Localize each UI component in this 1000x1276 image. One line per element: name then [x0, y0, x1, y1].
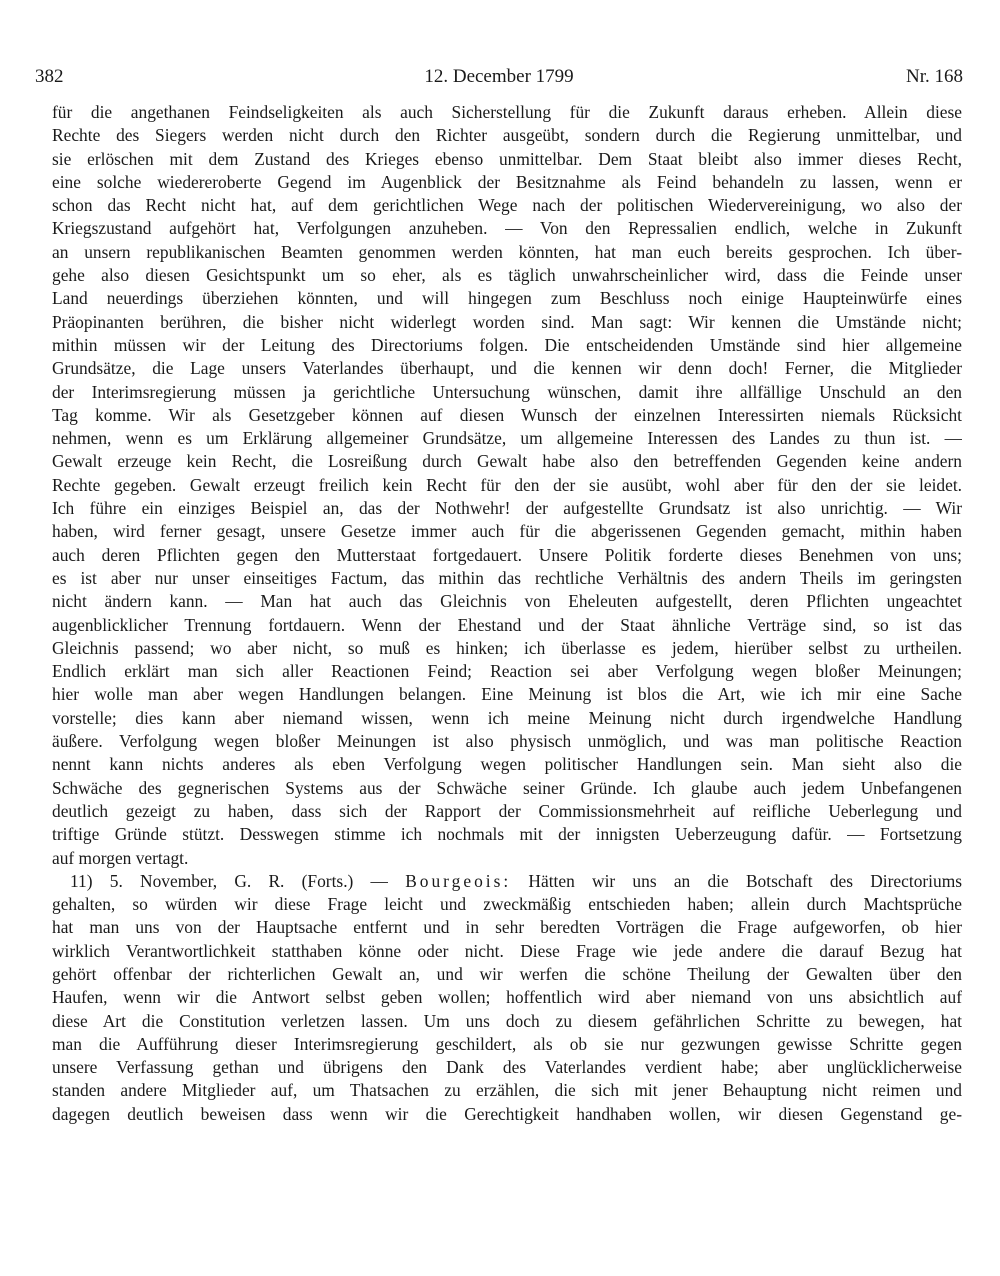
text-fragment: Hätten wir uns an die Botschaft des Directoriums [511, 870, 962, 891]
text-line: äußere. Verfolgung wegen bloßer Meinungen ist also physisch unmöglich, und was man politische Reaction [52, 731, 962, 752]
text-line: triftige Gründe stützt. Desswegen stimme ich nochmals mit der innigsten Ueberzeugung dafür. — Fortsetzung [52, 824, 962, 845]
body-text [52, 101, 962, 1126]
text-line: wirklich Verantwortlichkeit statthaben könne oder nicht. Diese Frage wie jede andere die darauf Bezug hat [52, 940, 962, 961]
text-line: schon das Recht nicht hat, auf dem gerichtlichen Wege nach der politischen Wiedervereinigung, wo also der [52, 195, 962, 216]
text-line: Gewalt erzeuge kein Recht, die Losreißung durch Gewalt habe also den betreffenden Gegenden keine andern [52, 451, 962, 472]
text-line: Rechte gegeben. Gewalt erzeugt freilich kein Recht für den der sie ausübt, wohl aber für den der sie leidet. [52, 474, 962, 495]
text-line: Endlich erklärt man sich aller Reactionen Feind; Reaction sei aber Verfolgung wegen bloßer Meinungen; [52, 661, 962, 682]
text-line: gehe also diesen Gesichtspunkt um so eher, als es täglich unwahrscheinlicher wird, dass die Feinde unser [52, 265, 962, 286]
text-line: augenblicklicher Trennung fortdauern. Wenn der Ehestand und der Staat ähnliche Verträge sind, so ist das [52, 614, 962, 635]
text-line: Land neuerdings überziehen könnten, und will hingegen zum Beschluss noch einige Haupteinwürfe eines [52, 288, 962, 309]
text-line: für die angethanen Feindseligkeiten als auch Sicherstellung für die Zukunft daraus erheben. Allein diese [52, 102, 962, 122]
text-line: diese Art die Constitution verletzen lassen. Um uns doch zu diesem gefährlichen Schritte zu bewegen, hat [52, 1010, 962, 1031]
text-line: nicht ändern kann. — Man hat auch das Gleichnis von Eheleuten aufgestellt, deren Pflichten ungeachtet [52, 591, 962, 612]
document-number: Nr. 168 [906, 66, 963, 87]
text-line: auf morgen vertagt. [52, 847, 189, 868]
speaker-name: Bourgeois: [405, 870, 512, 891]
text-line: Grundsätze, die Lage unsers Vaterlandes überhaupt, und die kennen wir denn doch! Ferner, die Mitglieder [52, 358, 962, 379]
text-line: unsere Verfassung gethan und übrigens den Dank des Vaterlandes verdient habe; aber unglücklicherweise [52, 1057, 962, 1078]
text-line: an unsern republikanischen Beamten genommen werden könnten, hat man euch bereits gesprochen. Ich über- [52, 241, 962, 262]
running-header [35, 66, 963, 96]
header-date: 12. December 1799 [424, 66, 574, 87]
paragraph-2 [52, 870, 962, 1126]
text-line: auch deren Pflichten gegen den Mutterstaat fortgedauert. Unsere Politik forderte dieses Benehmen von uns; [52, 544, 962, 565]
text-line: Rechte des Siegers werden nicht durch den Richter ausgeübt, sondern durch die Regierung unmittelbar, und [52, 125, 962, 146]
text-line: sie erlöschen mit dem Zustand des Krieges ebenso unmittelbar. Dem Staat bleibt also immer dieses Recht, [52, 148, 962, 169]
text-line: Präopinanten berühren, die bisher nicht widerlegt worden sind. Man sagt: Wir kennen die Umstände nicht; [52, 311, 962, 332]
text-line: der Interimsregierung müssen ja gerichtliche Untersuchung wünschen, damit ihre allfällige Unschuld an den [52, 381, 962, 402]
text-line: eine solche wiedereroberte Gegend im Augenblick der Besitznahme als Feind behandeln zu lassen, wenn er [52, 171, 962, 192]
text-line [52, 870, 962, 893]
text-line: Gleichnis passend; wo aber nicht, so muß es hinken; ich überlasse es jedem, hierüber selbst zu urtheilen. [52, 637, 962, 658]
text-line: vorstelle; dies kann aber niemand wissen, wenn ich meine Meinung nicht durch irgendwelche Handlung [52, 707, 962, 728]
text-line: nennt kann nichts anderes als eben Verfolgung wegen politischer Handlungen sein. Man sieht also die [52, 754, 962, 775]
text-line: deutlich gezeigt zu haben, dass sich der Rapport der Commissionsmehrheit auf reifliche Ueberlegung und [52, 800, 962, 821]
text-line: hat man uns von der Hauptsache entfernt und in sehr beredten Vorträgen die Frage aufgeworfen, ob hier [52, 917, 962, 938]
text-line: es ist aber nur unser einseitiges Factum, das mithin das rechtliche Verhältnis des andern Theils im geringsten [52, 567, 962, 588]
text-line: Tag komme. Wir als Gesetzgeber können auf diesen Wunsch der einzelnen Interessirten niemals Rücksicht [52, 404, 962, 425]
text-line: dagegen deutlich beweisen dass wenn wir die Gerechtigkeit handhaben wollen, wir diesen Gegenstand ge- [52, 1103, 962, 1124]
text-line: man die Aufführung dieser Interimsregierung geschildert, als ob sie nur gezwungen gewisse Schritte gegen [52, 1033, 962, 1054]
session-reference: 11) 5. November, G. R. (Forts.) — [70, 870, 406, 891]
text-line: mithin müssen wir der Leitung des Directoriums folgen. Die entscheidenden Umstände sind hier allgemeine [52, 334, 962, 355]
text-line: Kriegszustand aufgehört hat, Verfolgungen anzuheben. — Von den Repressalien endlich, welche in Zukunft [52, 218, 962, 239]
text-line: haben, wird ferner gesagt, unsere Gesetze immer auch für die abgerissenen Gegenden gemacht, mithin haben [52, 521, 962, 542]
paragraph-1 [52, 101, 962, 870]
page-number: 382 [35, 66, 64, 87]
text-line: Haufen, wenn wir die Antwort selbst geben wollen; hoffentlich wird aber niemand von uns absichtlich auf [52, 987, 962, 1008]
text-line: gehalten, so würden wir diese Frage leicht und zweckmäßig entschieden haben; allein durch Machtsprüche [52, 894, 962, 915]
text-line: nehmen, wenn es um Erklärung allgemeiner Grundsätze, um allgemeine Interessen des Landes zu thun ist. — [52, 428, 962, 449]
text-line: hier wolle man aber wegen Handlungen belangen. Eine Meinung ist blos die Art, wie ich mir eine Sache [52, 684, 962, 705]
text-line: gehört offenbar der richterlichen Gewalt an, und wir werfen die schöne Theilung der Gewalten über den [52, 963, 962, 984]
text-line: standen andere Mitglieder auf, um Thatsachen zu erzählen, die sich mit jener Behauptung nicht reimen und [52, 1080, 962, 1101]
text-line: Ich führe ein einziges Beispiel an, das der Nothwehr! der aufgestellte Grundsatz ist also unrichtig. — Wir [52, 498, 962, 519]
text-line: Schwäche des gegnerischen Systems aus der Schwäche seiner Gründe. Ich glaube auch jedem Unbefangenen [52, 777, 962, 798]
